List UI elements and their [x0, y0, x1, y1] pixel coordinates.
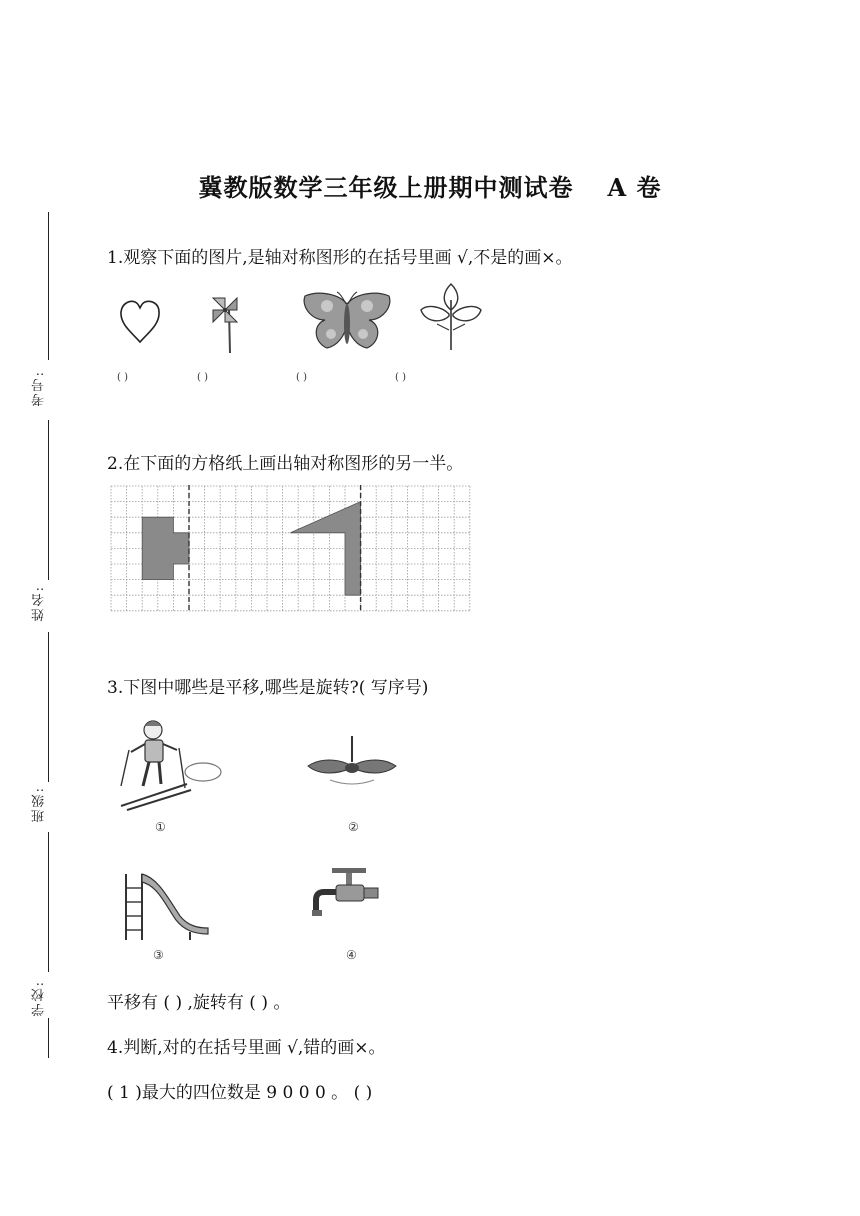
item-label: ④ — [346, 948, 357, 962]
pinwheel-icon — [205, 290, 245, 356]
half-figure-left — [142, 517, 189, 579]
faucet-icon — [310, 866, 384, 932]
answer-blank[interactable]: ( ) — [197, 372, 208, 383]
answer-blank[interactable]: ( ) — [117, 372, 128, 383]
exam-no-label: 考号: — [32, 370, 47, 407]
slide-icon — [118, 868, 212, 944]
heart-icon — [118, 296, 166, 344]
answer-blank[interactable]: ( ) — [395, 372, 406, 383]
binding-line — [48, 1018, 49, 1058]
question-1-text: 1.观察下面的图片,是轴对称图形的在括号里画 √,不是的画×。 — [107, 248, 573, 268]
ceiling-fan-icon — [300, 736, 404, 792]
school-label: 学校: — [32, 980, 47, 1017]
answer-blank[interactable]: ( ) — [296, 372, 307, 383]
binding-line — [48, 832, 49, 972]
butterfly-icon — [299, 290, 395, 354]
skier-icon — [113, 716, 223, 812]
square-grid-paper[interactable] — [110, 485, 474, 611]
item-label: ① — [155, 820, 166, 834]
class-label: 班级: — [32, 786, 47, 823]
name-label: 姓名: — [32, 585, 47, 622]
title-suffix: A 卷 — [607, 173, 662, 202]
title-main: 冀教版数学三年级上册期中测试卷 — [198, 173, 574, 202]
page-title — [0, 168, 860, 203]
binding-line — [48, 632, 49, 782]
question-2-text: 2.在下面的方格纸上画出轴对称图形的另一半。 — [107, 454, 464, 474]
binding-line — [48, 420, 49, 580]
question-4-item-1[interactable]: ( 1 )最大的四位数是 9 0 0 0 。 ( ) — [107, 1083, 373, 1103]
leaf-plant-icon — [415, 280, 487, 352]
binding-line — [48, 212, 49, 360]
item-label: ② — [348, 820, 359, 834]
item-label: ③ — [153, 948, 164, 962]
question-4-text: 4.判断,对的在括号里画 √,错的画×。 — [107, 1038, 386, 1058]
question-3-answer-line[interactable]: 平移有 ( ) ,旋转有 ( ) 。 — [107, 993, 291, 1013]
question-3-text: 3.下图中哪些是平移,哪些是旋转?( 写序号) — [107, 678, 429, 698]
